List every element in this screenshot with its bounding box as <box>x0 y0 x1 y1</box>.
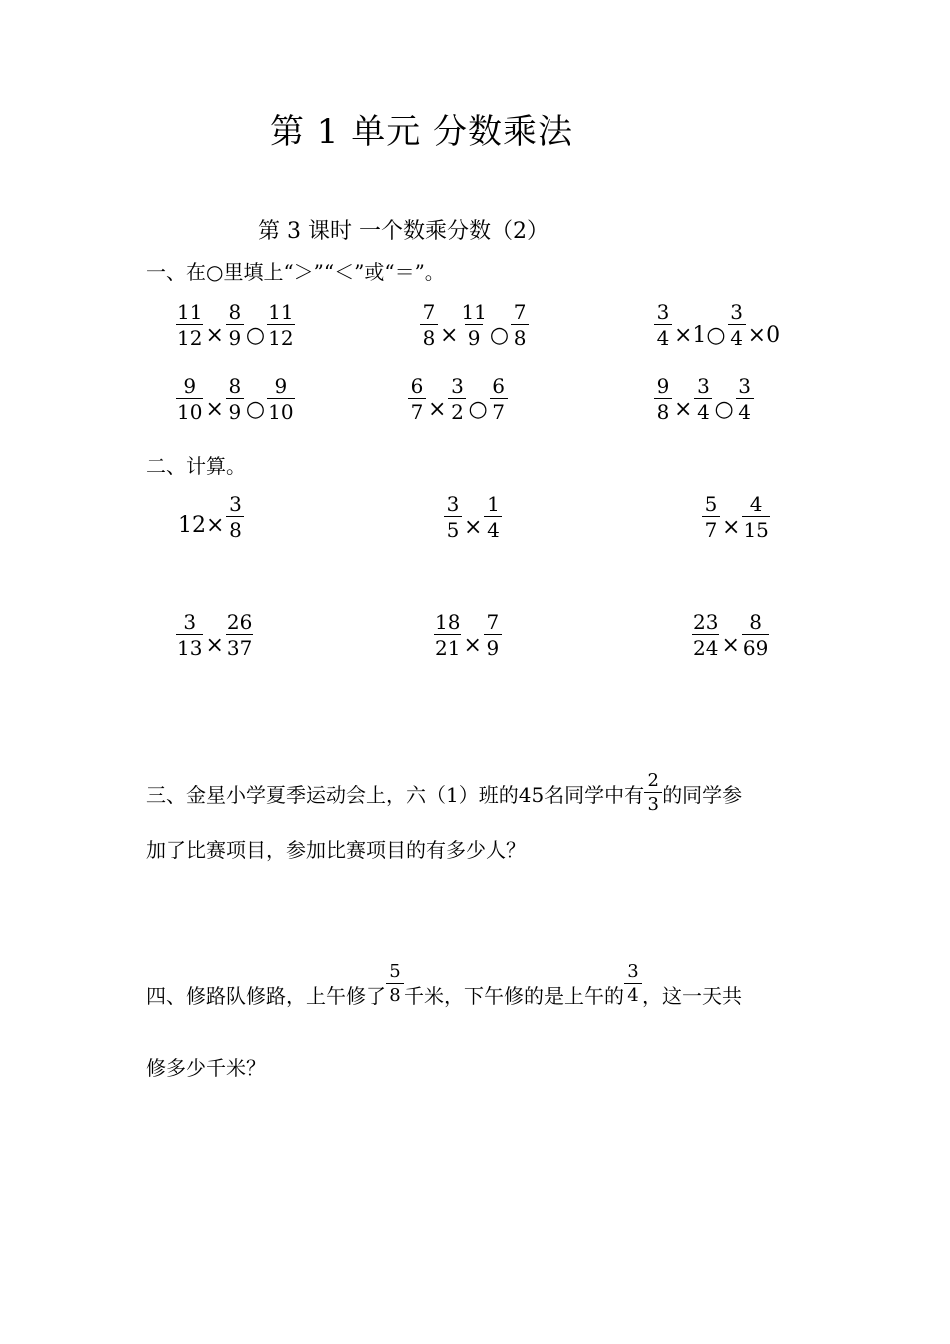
fraction: $\frac{3}{4}$ <box>654 302 672 348</box>
compare-circle[interactable]: ○ <box>489 323 510 348</box>
fraction: $\frac{9}{10}$ <box>268 374 294 424</box>
fraction: $\frac{7}{9}$ <box>484 612 502 658</box>
compare-item-6: $\frac{9}{8}$ × $\frac{3}{4}$ ○ $\frac{3}{4}$ <box>654 376 754 422</box>
fraction: $\frac{5}{8}$ <box>386 963 404 1005</box>
fraction: $\frac{7}{8}$ <box>420 302 438 348</box>
calc-item-6: $\frac{23}{24}$ × $\frac{8}{69}$ <box>693 610 769 660</box>
fraction: $\frac{8}{9}$ <box>226 376 244 422</box>
calc-item-3: $\frac{5}{7}$ × $\frac{4}{15}$ <box>702 494 770 540</box>
compare-item-3: $\frac{3}{4}$ ×1○ $\frac{3}{4}$ ×0 <box>654 302 782 348</box>
section1-heading: 一、在○里填上“＞”“＜”或“＝”。 <box>146 260 445 284</box>
section2-heading: 二、计算。 <box>146 454 246 478</box>
fraction: $\frac{3}{5}$ <box>444 494 462 540</box>
fraction: $\frac{7}{8}$ <box>511 302 529 348</box>
fraction: $\frac{3}{4}$ <box>694 376 712 422</box>
lesson-subtitle: 第 3 课时 一个数乘分数（2） <box>258 219 549 244</box>
section3-question: 三、金星小学夏季运动会上，六（1）班的45名同学中有 $\frac{2}{3}$ 的同学参 <box>146 770 743 815</box>
fraction: $\frac{5}{7}$ <box>702 494 720 540</box>
fraction: $\frac{6}{7}$ <box>408 376 426 422</box>
page-title: 第 1 单元 分数乘法 <box>270 112 574 152</box>
fraction: $\frac{9}{8}$ <box>654 376 672 422</box>
fraction: $\frac{3}{8}$ <box>226 494 244 540</box>
section4-question: 四、修路队修路，上午修了 $\frac{5}{8}$ 千米，下午修的是上午的 $\frac{3}{4}$ ，这一天共 <box>146 960 742 1008</box>
fraction: $\frac{4}{15}$ <box>743 492 769 542</box>
compare-circle[interactable]: ○ <box>468 397 488 422</box>
fraction: $\frac{8}{69}$ <box>742 610 769 660</box>
fraction: $\frac{3}{13}$ <box>177 610 203 660</box>
compare-circle[interactable]: ○ <box>245 323 266 348</box>
fraction: $\frac{11}{9}$ <box>461 300 487 350</box>
calc-item-1: 12× $\frac{3}{8}$ <box>176 494 244 540</box>
fraction: $\frac{1}{4}$ <box>484 494 502 540</box>
fraction: $\frac{26}{37}$ <box>226 610 253 660</box>
fraction: $\frac{11}{12}$ <box>268 300 294 350</box>
fraction: $\frac{6}{7}$ <box>490 376 508 422</box>
fraction: $\frac{3}{4}$ <box>736 376 754 422</box>
compare-circle[interactable]: ○ <box>245 397 266 422</box>
compare-item-1: $\frac{11}{12}$ × $\frac{8}{9}$ ○ $\frac{11}{12}$ <box>177 300 294 350</box>
fraction: $\frac{9}{10}$ <box>177 374 203 424</box>
fraction: $\frac{8}{9}$ <box>226 302 244 348</box>
calc-item-2: $\frac{3}{5}$ × $\frac{1}{4}$ <box>444 494 502 540</box>
compare-item-4: $\frac{9}{10}$ × $\frac{8}{9}$ ○ $\frac{9}{10}$ <box>177 374 294 424</box>
compare-circle[interactable]: ○ <box>714 397 734 422</box>
section3-question-line2: 加了比赛项目，参加比赛项目的有多少人？ <box>146 838 526 862</box>
fraction: $\frac{2}{3}$ <box>644 772 662 814</box>
fraction: $\frac{3}{2}$ <box>448 376 466 422</box>
compare-circle[interactable]: ×1○ <box>674 323 726 348</box>
fraction: $\frac{3}{4}$ <box>728 302 746 348</box>
fraction: $\frac{11}{12}$ <box>177 300 203 350</box>
section4-question-line2: 修多少千米？ <box>146 1056 266 1080</box>
compare-item-5: $\frac{6}{7}$ × $\frac{3}{2}$ ○ $\frac{6}{7}$ <box>408 376 508 422</box>
calc-item-5: $\frac{18}{21}$ × $\frac{7}{9}$ <box>434 612 502 658</box>
fraction: $\frac{23}{24}$ <box>693 610 719 660</box>
calc-item-4: $\frac{3}{13}$ × $\frac{26}{37}$ <box>177 610 253 660</box>
fraction: $\frac{3}{4}$ <box>624 963 642 1005</box>
compare-item-2: $\frac{7}{8}$ × $\frac{11}{9}$ ○ $\frac{7}{8}$ <box>420 302 529 348</box>
fraction: $\frac{18}{21}$ <box>435 610 461 660</box>
